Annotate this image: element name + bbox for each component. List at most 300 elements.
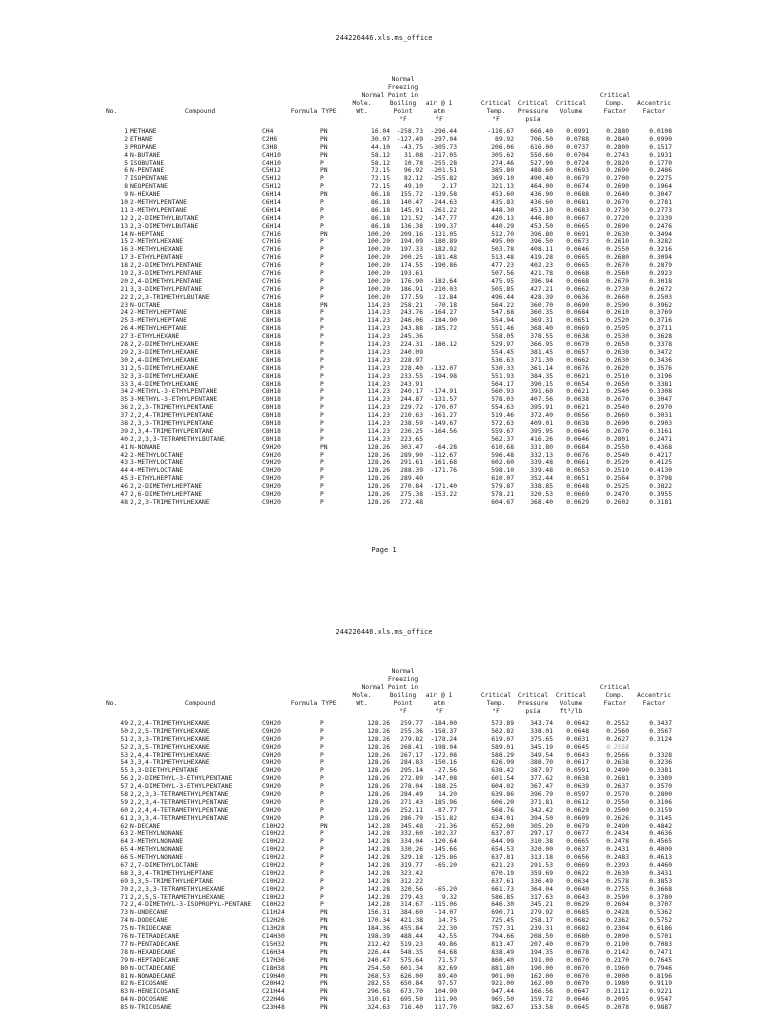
- cell-mw: 128.26: [367, 791, 390, 799]
- cell-vc: 0.0639: [566, 783, 589, 791]
- cell-vc: 0.0665: [566, 838, 589, 846]
- cell-formula: C10H22: [262, 885, 285, 893]
- cell-tc: 670.19: [491, 869, 514, 877]
- cell-fp: -181.48: [430, 254, 457, 262]
- cell-zc: 0.2095: [606, 996, 629, 1004]
- cell-pc: 419.28: [530, 254, 553, 262]
- cell-tc: 596.48: [491, 451, 514, 459]
- cell-zc: 0.2700: [606, 175, 629, 183]
- cell-pc: 490.40: [530, 175, 553, 183]
- cell-mw: 142.28: [367, 838, 390, 846]
- cell-zc: 0.2604: [606, 901, 629, 909]
- cell-name: 2,2-DIMETHYLBUTANE: [130, 214, 199, 222]
- cell-w: 0.1517: [649, 143, 672, 151]
- cell-pc: 427.21: [530, 285, 553, 293]
- cell-fp: -178.24: [430, 735, 457, 743]
- cell-formula: C10H22: [262, 846, 285, 854]
- cell-type: P: [320, 490, 324, 498]
- cell-pc: 378.55: [530, 333, 553, 341]
- cell-tc: 601.54: [491, 775, 514, 783]
- cell-name: 3,4-DIMETHYLHEXANE: [130, 380, 199, 388]
- cell-bp: 82.12: [404, 175, 423, 183]
- table-row: [0, 309, 768, 317]
- table-row: [0, 475, 768, 483]
- cell-name: 2,4-DIMETHYL-3-ETHYLPENTANE: [130, 783, 233, 791]
- cell-w: 0.2970: [649, 404, 672, 412]
- cell-vc: 0.0673: [566, 238, 589, 246]
- cell-formula: C8H18: [262, 341, 281, 349]
- table-row: [0, 349, 768, 357]
- cell-no: 41: [120, 443, 128, 451]
- cell-no: 65: [120, 846, 128, 854]
- cell-fp: -131.57: [430, 396, 457, 404]
- table-row: [0, 231, 768, 239]
- cell-no: 78: [120, 948, 128, 956]
- cell-bp: 243.76: [400, 309, 423, 317]
- cell-name: 4-METHYLHEPTANE: [130, 325, 187, 333]
- cell-mw: 128.26: [367, 498, 390, 506]
- cell-mw: 170.34: [367, 917, 390, 925]
- cell-zc: 0.2520: [606, 459, 629, 467]
- cell-formula: C7H16: [262, 285, 281, 293]
- cell-no: 83: [120, 988, 128, 996]
- hdr-zc-1: Critical: [599, 91, 631, 99]
- cell-vc: 0.0724: [566, 159, 589, 167]
- cell-formula: C10H22: [262, 901, 285, 909]
- cell-pc: 162.00: [530, 980, 553, 988]
- cell-zc: 0.2681: [606, 775, 629, 783]
- cell-type: P: [320, 838, 324, 846]
- cell-no: 73: [120, 909, 128, 917]
- cell-fp: -132.07: [430, 364, 457, 372]
- cell-name: N-HEXANE: [130, 191, 161, 199]
- cell-type: P: [320, 720, 324, 727]
- document-title: 244226446.xls.ms_office: [335, 34, 433, 42]
- cell-name: 2,4-DIMETHYLHEXANE: [130, 356, 199, 364]
- cell-zc: 0.2690: [606, 183, 629, 191]
- cell-fp: -182.92: [430, 246, 457, 254]
- cell-no: 9: [124, 191, 128, 199]
- cell-fp: -185.96: [430, 798, 457, 806]
- cell-fp: -27.56: [434, 767, 457, 775]
- cell-fp: 22.30: [438, 925, 457, 933]
- cell-tc: 554.94: [491, 317, 514, 325]
- table-row: [0, 452, 768, 460]
- cell-tc: 725.45: [491, 917, 514, 925]
- cell-fp: 71.57: [438, 956, 457, 964]
- cell-mw: 268.53: [367, 972, 390, 980]
- table-row: [0, 830, 768, 838]
- table-row: [0, 491, 768, 499]
- cell-type: PN: [320, 167, 328, 175]
- cell-mw: 142.28: [367, 862, 390, 870]
- cell-type: PN: [320, 1004, 328, 1012]
- cell-bp: 49.10: [404, 183, 423, 191]
- cell-type: P: [320, 901, 324, 909]
- hdr2-fp-4: air @ 1: [425, 691, 453, 699]
- cell-no: 50: [120, 727, 128, 735]
- cell-bp: 575.64: [400, 956, 423, 964]
- cell-name: 2-METHYLNONANE: [130, 830, 184, 838]
- cell-no: 60: [120, 806, 128, 814]
- cell-type: P: [320, 862, 324, 870]
- cell-tc: 690.71: [491, 909, 514, 917]
- cell-no: 48: [120, 498, 128, 506]
- cell-bp: 329.18: [400, 854, 423, 862]
- cell-formula: CH4: [262, 128, 274, 135]
- cell-pc: 409.01: [530, 419, 553, 427]
- table-row: [0, 886, 768, 894]
- cell-type: P: [320, 372, 324, 380]
- cell-vc: 0.0622: [566, 869, 589, 877]
- cell-name: N-EICOSANE: [130, 980, 168, 988]
- cell-formula: C14H30: [262, 933, 285, 941]
- cell-no: 39: [120, 427, 128, 435]
- cell-fp: -297.04: [430, 135, 457, 143]
- cell-name: 2,2,4-TRIMETHYLHEXANE: [130, 720, 210, 727]
- cell-type: P: [320, 183, 324, 191]
- cell-zc: 0.2434: [606, 830, 629, 838]
- cell-zc: 0.2800: [606, 143, 629, 151]
- table-row: [0, 167, 768, 175]
- cell-bp: 223.65: [400, 435, 423, 443]
- cell-fp: 9.32: [441, 893, 457, 901]
- cell-pc: 338.01: [530, 727, 553, 735]
- cell-bp: 244.87: [400, 396, 423, 404]
- hdr-type: TYPE: [321, 107, 337, 115]
- cell-formula: C12H26: [262, 917, 285, 925]
- cell-mw: 58.12: [371, 159, 390, 167]
- cell-vc: 0.0674: [566, 183, 589, 191]
- cell-tc: 369.10: [491, 175, 514, 183]
- cell-no: 70: [120, 885, 128, 893]
- cell-vc: 0.0638: [566, 419, 589, 427]
- cell-no: 68: [120, 869, 128, 877]
- cell-type: P: [320, 483, 324, 491]
- cell-pc: 416.26: [530, 435, 553, 443]
- cell-zc: 0.2626: [606, 814, 629, 822]
- hdr-fp-3: Point in: [387, 91, 419, 99]
- cell-bp: 284.83: [400, 759, 423, 767]
- cell-fp: -255.28: [430, 159, 457, 167]
- cell-name: 2,3-DIMETHYLPENTANE: [130, 270, 203, 278]
- cell-name: 2,3-DIMETHYLBUTANE: [130, 222, 199, 230]
- hdr2-mw-2: Wt.: [356, 699, 368, 707]
- cell-tc: 512.70: [491, 230, 514, 238]
- cell-tc: 519.46: [491, 412, 514, 420]
- cell-tc: 634.01: [491, 814, 514, 822]
- cell-vc: 0.0693: [566, 167, 589, 175]
- cell-mw: 100.20: [367, 262, 390, 270]
- cell-name: 3-ETHYLHEXANE: [130, 333, 180, 341]
- hdr-zc-3: Factor: [603, 107, 627, 115]
- cell-no: 17: [120, 254, 128, 262]
- cell-fp: -171.76: [430, 467, 457, 475]
- cell-mw: 128.26: [367, 459, 390, 467]
- cell-vc: 0.0788: [566, 135, 589, 143]
- cell-name: 3-METHYLPENTANE: [130, 206, 187, 214]
- cell-formula: C7H16: [262, 262, 281, 270]
- table-row: [0, 246, 768, 254]
- cell-fp: -150.16: [430, 759, 457, 767]
- cell-name: 3-METHYLNONANE: [130, 838, 184, 846]
- cell-tc: 573.89: [491, 720, 514, 727]
- cell-no: 20: [120, 277, 128, 285]
- cell-type: PN: [320, 972, 328, 980]
- hdr-tc-unit: °F: [492, 115, 500, 123]
- cell-zc: 0.2540: [606, 451, 629, 459]
- cell-fp: -164.27: [430, 309, 457, 317]
- cell-mw: 128.26: [367, 727, 390, 735]
- table-row: [0, 278, 768, 286]
- cell-formula: C20H42: [262, 980, 285, 988]
- cell-formula: C5H12: [262, 167, 281, 175]
- cell-bp: 314.67: [400, 901, 423, 909]
- cell-zc: 0.2610: [606, 309, 629, 317]
- cell-formula: C8H18: [262, 396, 281, 404]
- cell-no: 52: [120, 743, 128, 751]
- cell-mw: 128.26: [367, 751, 390, 759]
- cell-fp: 14.20: [438, 791, 457, 799]
- cell-no: 3: [124, 143, 128, 151]
- cell-zc: 0.2602: [606, 498, 629, 506]
- cell-formula: C9H20: [262, 759, 281, 767]
- cell-no: 80: [120, 964, 128, 972]
- cell-mw: 184.36: [367, 925, 390, 933]
- cell-fp: -244.63: [430, 199, 457, 207]
- cell-bp: 272.48: [400, 498, 423, 506]
- cell-vc: 0.0638: [566, 333, 589, 341]
- cell-no: 71: [120, 893, 128, 901]
- cell-name: 3-ETHYLHEPTANE: [130, 475, 184, 483]
- cell-zc: 0.1980: [606, 980, 629, 988]
- cell-pc: 190.00: [530, 964, 553, 972]
- cell-fp: -171.40: [430, 483, 457, 491]
- cell-formula: C4H10: [262, 159, 281, 167]
- cell-formula: C8H18: [262, 364, 281, 372]
- table-row: [0, 373, 768, 381]
- cell-zc: 0.2680: [606, 254, 629, 262]
- cell-type: P: [320, 885, 324, 893]
- table-row: [0, 388, 768, 396]
- cell-formula: C8H18: [262, 333, 281, 341]
- cell-type: PN: [320, 956, 328, 964]
- cell-type: P: [320, 246, 324, 254]
- page-number: Page 1: [371, 546, 397, 554]
- cell-pc: 369.31: [530, 317, 553, 325]
- cell-tc: 274.46: [491, 159, 514, 167]
- cell-zc: 0.2510: [606, 467, 629, 475]
- cell-pc: 360.70: [530, 301, 553, 309]
- cell-pc: 194.35: [530, 948, 553, 956]
- cell-w: 0.3431: [649, 869, 672, 877]
- cell-type: P: [320, 206, 324, 214]
- cell-vc: 0.0676: [566, 451, 589, 459]
- cell-tc: 604.02: [491, 783, 514, 791]
- cell-name: N-TRIDECANE: [130, 925, 172, 933]
- cell-w: 0.3962: [649, 301, 672, 309]
- hdr2-tc-2: Temp.: [486, 699, 506, 707]
- cell-fp: -139.58: [430, 191, 457, 199]
- cell-pc: 428.39: [530, 293, 553, 301]
- cell-bp: 334.04: [400, 838, 423, 846]
- cell-fp: -188.25: [430, 783, 457, 791]
- cell-bp: 601.34: [400, 964, 423, 972]
- cell-formula: C7H16: [262, 254, 281, 262]
- cell-fp: -186.12: [430, 341, 457, 349]
- cell-name: 2,2,3,4-TETRAMETHYLPENTANE: [130, 798, 229, 806]
- cell-formula: C7H16: [262, 230, 281, 238]
- table-row: [0, 199, 768, 207]
- cell-no: 63: [120, 830, 128, 838]
- table-row: [0, 128, 768, 136]
- cell-tc: 646.30: [491, 901, 514, 909]
- hdr2-formula: Formula: [290, 699, 318, 707]
- hdr-no: No.: [106, 107, 118, 115]
- cell-w: 0.3381: [649, 380, 672, 388]
- table-row: [0, 744, 768, 752]
- cell-type: P: [320, 175, 324, 183]
- cell-fp: -120.64: [430, 838, 457, 846]
- cell-vc: 0.0678: [566, 948, 589, 956]
- cell-pc: 396.79: [530, 791, 553, 799]
- cell-fp: -70.18: [434, 301, 457, 309]
- cell-formula: C9H20: [262, 767, 281, 775]
- cell-zc: 0.2660: [606, 293, 629, 301]
- cell-name: 3-METHYLOCTANE: [130, 459, 184, 467]
- cell-type: PN: [320, 933, 328, 941]
- hdr-w-2: Factor: [642, 107, 666, 115]
- cell-fp: -184.00: [430, 720, 457, 727]
- cell-bp: 332.60: [400, 830, 423, 838]
- cell-name: 2,6-DIMETHYLHEPTANE: [130, 490, 203, 498]
- cell-no: 24: [120, 309, 128, 317]
- cell-pc: 339.48: [530, 467, 553, 475]
- cell-tc: 654.53: [491, 846, 514, 854]
- cell-mw: 142.28: [367, 885, 390, 893]
- cell-mw: 100.20: [367, 246, 390, 254]
- cell-name: 5-METHYLNONANE: [130, 854, 184, 862]
- cell-type: P: [320, 814, 324, 822]
- cell-fp: 97.57: [438, 980, 457, 988]
- cell-formula: C10H22: [262, 854, 285, 862]
- cell-vc: 0.0670: [566, 980, 589, 988]
- cell-pc: 366.95: [530, 341, 553, 349]
- hdr2-vc-1: Critical: [555, 691, 587, 699]
- cell-mw: 142.28: [367, 846, 390, 854]
- cell-w: 0.2903: [649, 419, 672, 427]
- cell-name: 2,3,3-TRIMETHYLPENTANE: [130, 419, 214, 427]
- cell-mw: 142.28: [367, 901, 390, 909]
- data-table-page-2: [0, 720, 768, 1012]
- cell-w: 0.3124: [649, 735, 672, 743]
- table-row: [0, 238, 768, 246]
- cell-fp: -112.67: [430, 451, 457, 459]
- cell-tc: 513.48: [491, 254, 514, 262]
- cell-no: 33: [120, 380, 128, 388]
- cell-type: P: [320, 293, 324, 301]
- cell-tc: 921.00: [491, 980, 514, 988]
- cell-formula: C21H44: [262, 988, 285, 996]
- hdr2-fp-1: Normal: [391, 668, 415, 675]
- cell-pc: 291.53: [530, 862, 553, 870]
- cell-tc: 598.10: [491, 467, 514, 475]
- cell-tc: 644.99: [491, 838, 514, 846]
- table-row: [0, 420, 768, 428]
- cell-fp: -305.73: [430, 143, 457, 151]
- table-row: [0, 396, 768, 404]
- cell-mw: 114.23: [367, 396, 390, 404]
- cell-pc: 331.80: [530, 443, 553, 451]
- table-row: [0, 294, 768, 302]
- cell-zc: 0.2564: [606, 475, 629, 483]
- cell-w: 0.3711: [649, 325, 672, 333]
- cell-bp: 279.43: [400, 893, 423, 901]
- cell-formula: C6H14: [262, 214, 281, 222]
- cell-no: 49: [120, 720, 128, 727]
- cell-type: PN: [320, 230, 328, 238]
- cell-w: 0.2781: [649, 199, 672, 207]
- cell-fp: -210.03: [430, 285, 457, 293]
- cell-type: P: [320, 893, 324, 901]
- cell-zc: 0.2393: [606, 862, 629, 870]
- cell-name: N-BUTANE: [130, 151, 161, 159]
- cell-no: 25: [120, 317, 128, 325]
- cell-pc: 320.53: [530, 490, 553, 498]
- cell-w: 0.3567: [649, 727, 672, 735]
- cell-fp: -184.90: [430, 317, 457, 325]
- cell-zc: 0.2650: [606, 380, 629, 388]
- table-row: [0, 404, 768, 412]
- cell-zc: 0.2431: [606, 846, 629, 854]
- cell-type: PN: [320, 135, 328, 143]
- cell-type: PN: [320, 940, 328, 948]
- cell-formula: C6H14: [262, 206, 281, 214]
- cell-formula: C16H34: [262, 948, 285, 956]
- cell-name: N-PENTADECANE: [130, 940, 180, 948]
- cell-formula: C9H20: [262, 775, 281, 783]
- cell-fp: -14.07: [434, 909, 457, 917]
- cell-name: N-OCTANE: [130, 301, 161, 309]
- cell-type: PN: [320, 909, 328, 917]
- cell-vc: 0.0670: [566, 956, 589, 964]
- cell-formula: C8H18: [262, 380, 281, 388]
- cell-zc: 0.2610: [606, 238, 629, 246]
- cell-type: P: [320, 356, 324, 364]
- cell-tc: 813.47: [491, 940, 514, 948]
- hdr2-pc-2: Pressure: [517, 699, 549, 707]
- cell-type: P: [320, 388, 324, 396]
- table-row: [0, 996, 768, 1004]
- table-row: [0, 752, 768, 760]
- cell-vc: 0.0684: [566, 309, 589, 317]
- table-row: [0, 846, 768, 854]
- hdr2-zc-1: Critical: [599, 683, 631, 691]
- cell-tc: 626.99: [491, 759, 514, 767]
- cell-mw: 44.10: [371, 143, 390, 151]
- cell-vc: 0.0690: [566, 301, 589, 309]
- cell-name: 2,2,3,3-TETRAMETHYLBUTANE: [130, 435, 225, 443]
- cell-fp: -147.77: [430, 214, 457, 222]
- cell-name: 2-METHYLHEPTANE: [130, 309, 187, 317]
- cell-w: 0.5701: [649, 933, 672, 941]
- cell-type: P: [320, 735, 324, 743]
- cell-name: 2,3,5-TRIMETHYLHEXANE: [130, 743, 210, 751]
- cell-type: P: [320, 309, 324, 317]
- table-row: [0, 862, 768, 870]
- cell-mw: 100.20: [367, 270, 390, 278]
- cell-zc: 0.2820: [606, 159, 629, 167]
